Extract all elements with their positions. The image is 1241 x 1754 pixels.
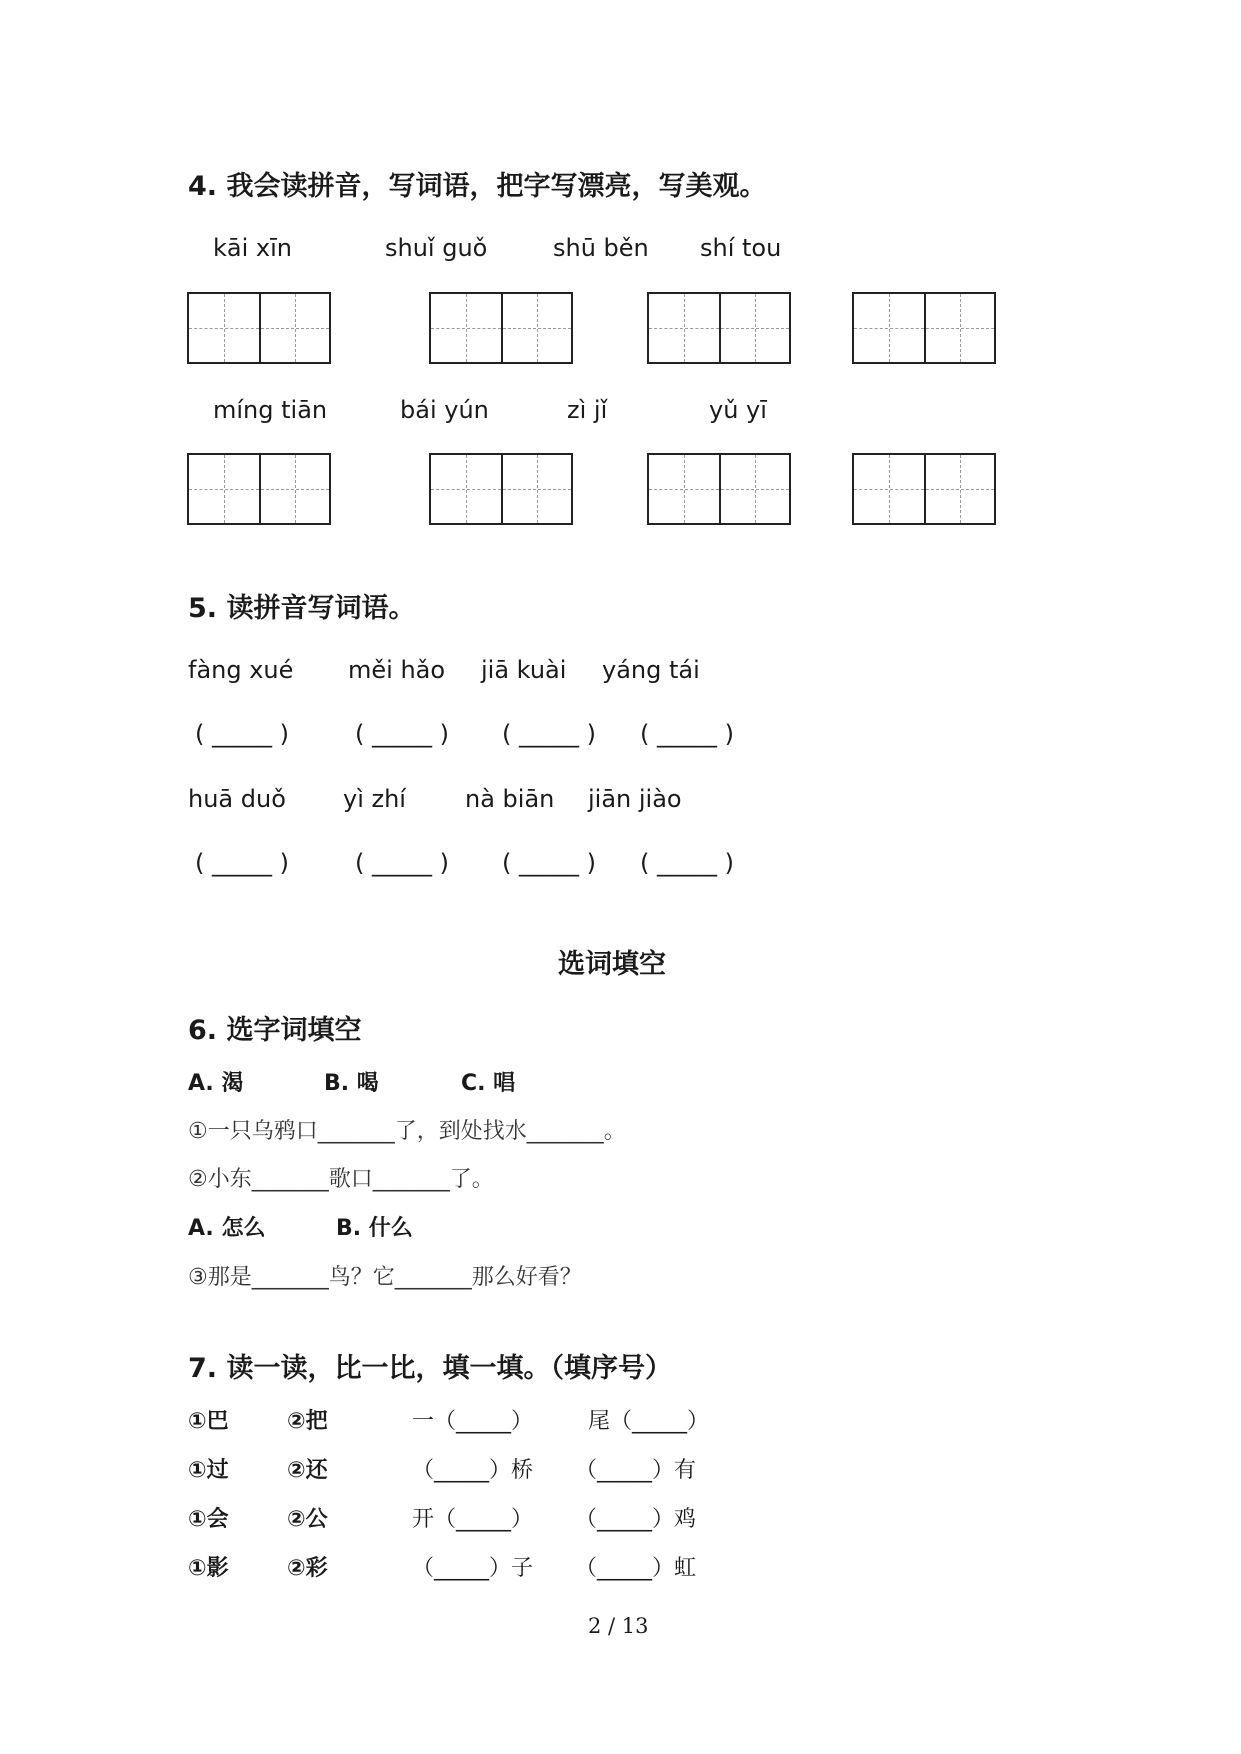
answer-blank[interactable]: ( _____ ) (502, 849, 596, 877)
answer-blank[interactable]: ( _____ ) (195, 849, 289, 877)
q6-sentence-2: ②小东_______歌口_______了。 (188, 1167, 494, 1192)
q4-pinyin-5: míng tiān (213, 396, 328, 424)
q7-fill-2[interactable]: 尾（_____） (588, 1409, 710, 1434)
q5-pinyin-1: fàng xué (188, 656, 294, 684)
q6-title: 6. 选字词填空 (188, 1015, 362, 1046)
q7-fill-2[interactable]: （_____）有 (575, 1458, 697, 1483)
q5-pinyin-8: jiān jiào (588, 785, 682, 813)
q7-char-b: ②彩 (287, 1556, 328, 1581)
writing-grid[interactable] (852, 292, 996, 364)
q7-title: 7. 读一读，比一比，填一填。（填序号） (188, 1353, 672, 1384)
q7-fill-2[interactable]: （_____）虹 (575, 1556, 697, 1581)
q5-pinyin-3: jiā kuài (481, 656, 567, 684)
q4-title: 4. 我会读拼音，写词语，把字写漂亮，写美观。 (188, 171, 767, 202)
q4-pinyin-8: yǔ yī (709, 396, 767, 424)
writing-grid[interactable] (187, 292, 331, 364)
q5-pinyin-2: měi hǎo (348, 656, 446, 684)
q6-option-c: C. 唱 (461, 1071, 516, 1096)
page-number: 2 / 13 (588, 1614, 649, 1638)
q5-pinyin-6: yì zhí (343, 785, 406, 813)
q6-sentence-1: ①一只乌鸦口_______了，到处找水_______。 (188, 1119, 626, 1144)
q7-char-a: ①过 (188, 1458, 229, 1483)
q7-char-b: ②把 (287, 1409, 328, 1434)
q7-fill-1[interactable]: （_____）桥 (412, 1458, 534, 1483)
q7-char-b: ②还 (287, 1458, 328, 1483)
answer-blank[interactable]: ( _____ ) (502, 720, 596, 748)
q4-pinyin-6: bái yún (400, 396, 489, 424)
writing-grid[interactable] (429, 292, 573, 364)
q6-option-b: B. 喝 (324, 1071, 379, 1096)
q6-sentence-3: ③那是_______鸟？它_______那么好看？ (188, 1265, 582, 1290)
answer-blank[interactable]: ( _____ ) (640, 849, 734, 877)
q5-pinyin-4: yáng tái (602, 656, 700, 684)
q5-pinyin-5: huā duǒ (188, 785, 286, 813)
writing-grid[interactable] (852, 453, 996, 525)
q7-char-a: ①巴 (188, 1409, 229, 1434)
answer-blank[interactable]: ( _____ ) (195, 720, 289, 748)
q7-fill-1[interactable]: （_____）子 (412, 1556, 534, 1581)
section-title: 选词填空 (558, 949, 666, 980)
q6-option-b2: B. 什么 (336, 1216, 413, 1241)
answer-blank[interactable]: ( _____ ) (355, 720, 449, 748)
q7-fill-2[interactable]: （_____）鸡 (575, 1507, 697, 1532)
q7-char-a: ①影 (188, 1556, 229, 1581)
q4-pinyin-2: shuǐ guǒ (385, 234, 488, 262)
q5-pinyin-7: nà biān (465, 785, 555, 813)
q4-pinyin-1: kāi xīn (213, 234, 292, 262)
q6-option-a: A. 渴 (188, 1071, 244, 1096)
answer-blank[interactable]: ( _____ ) (640, 720, 734, 748)
q7-char-b: ②公 (287, 1507, 328, 1532)
q6-option-a2: A. 怎么 (188, 1216, 266, 1241)
writing-grid[interactable] (187, 453, 331, 525)
q4-pinyin-4: shí tou (700, 234, 782, 262)
answer-blank[interactable]: ( _____ ) (355, 849, 449, 877)
writing-grid[interactable] (429, 453, 573, 525)
q7-char-a: ①会 (188, 1507, 229, 1532)
q5-title: 5. 读拼音写词语。 (188, 593, 416, 624)
q7-fill-1[interactable]: 一（_____） (412, 1409, 534, 1434)
writing-grid[interactable] (647, 292, 791, 364)
writing-grid[interactable] (647, 453, 791, 525)
q7-fill-1[interactable]: 开（_____） (412, 1507, 534, 1532)
q4-pinyin-7: zì jǐ (567, 396, 608, 424)
q4-pinyin-3: shū běn (553, 234, 649, 262)
